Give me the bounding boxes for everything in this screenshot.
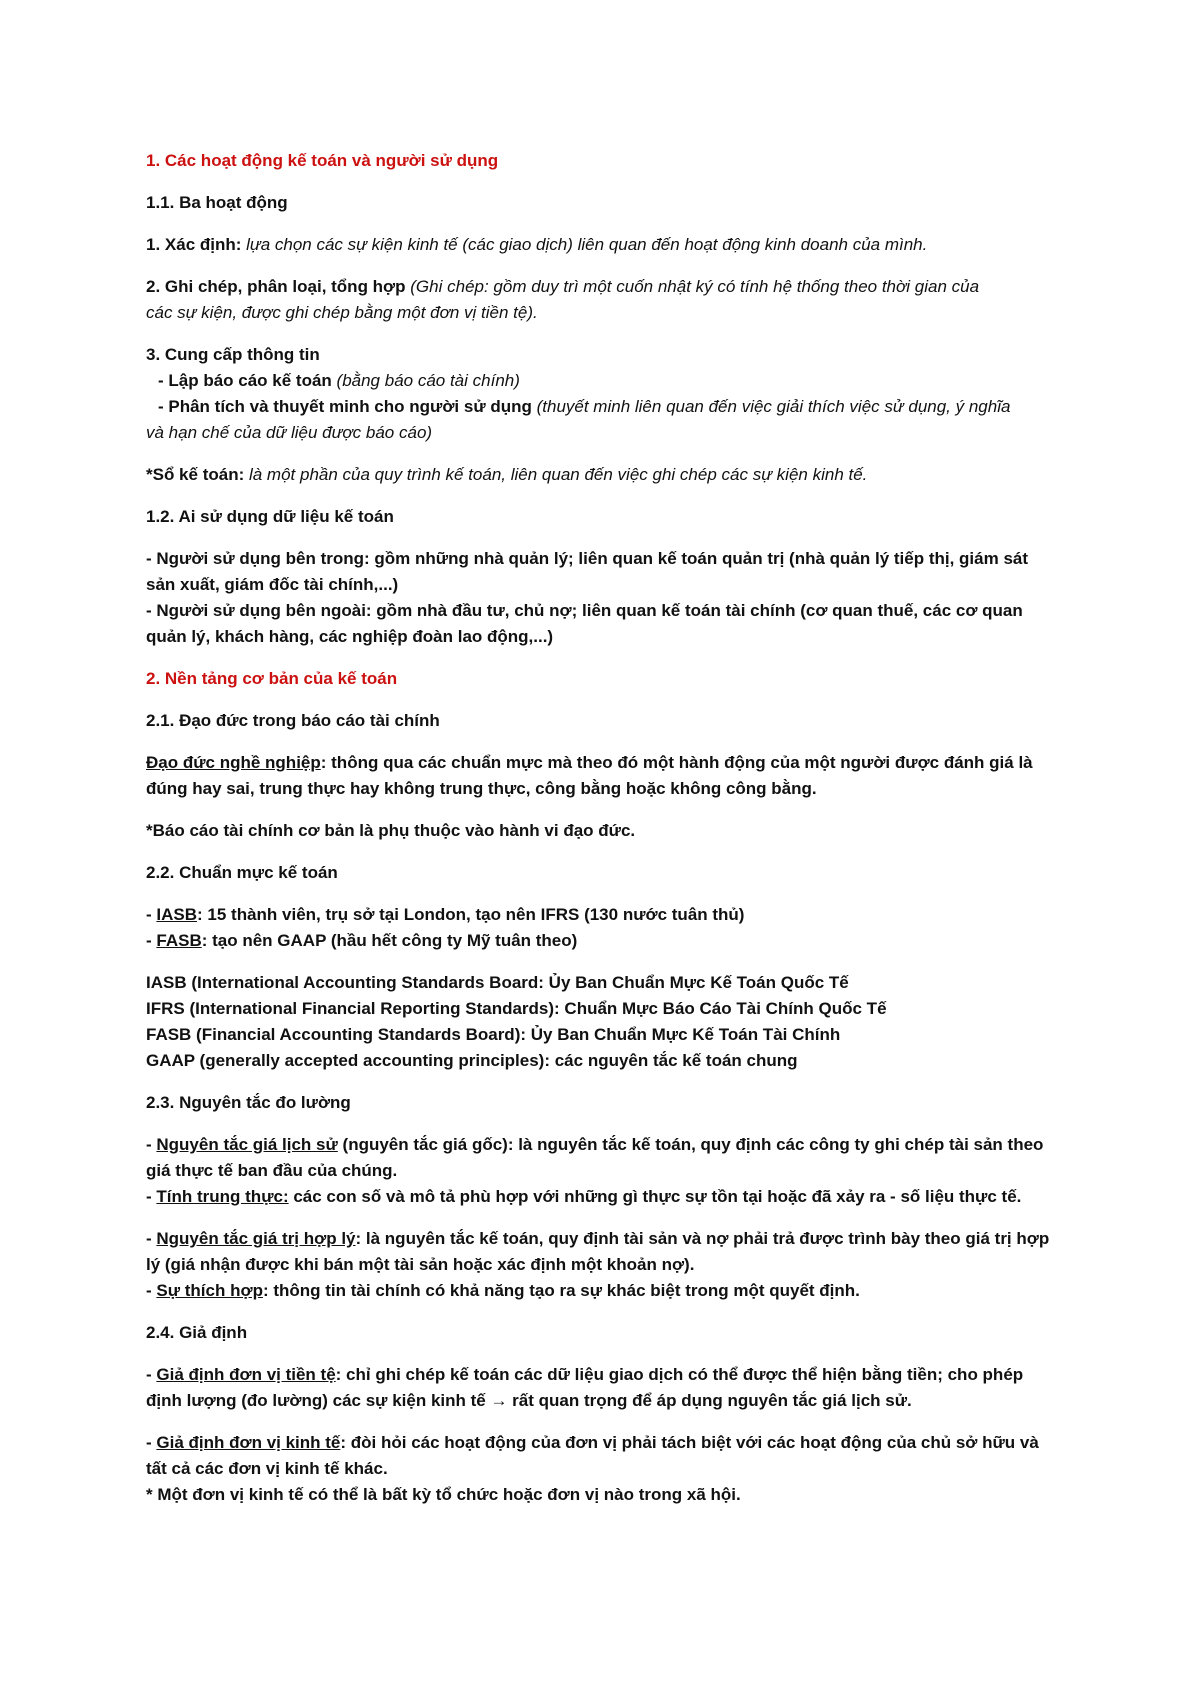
ethics-definition: Đạo đức nghề nghiệp: thông qua các chuẩn mực mà theo đó một hành động của một người được đánh giá là đúng hay sai, trung thực hay không trung thực, công bằng hoặc không công bằng. [146, 753, 1033, 798]
document-body [146, 148, 1066, 1508]
subsection-2-2-heading: 2.2. Chuẩn mực kế toán [146, 863, 338, 882]
economic-entity: - Giả định đơn vị kinh tế: đòi hỏi các hoạt động của đơn vị phải tách biệt với các hoạt động của chủ sở hữu và tất cả các đơn vị kinh tế khác. * Một đơn vị kinh tế có thể là bất kỳ tổ chức hoặc đơn vị nào trong xã hội. [146, 1433, 1039, 1504]
historical-cost: - Nguyên tắc giá lịch sử (nguyên tắc giá gốc): là nguyên tắc kế toán, quy định các công ty ghi chép tài sản theo giá thực tế ban đầu của chúng. - Tính trung thực: các con số và mô tả phù hợp với những gì thực sự tồn tại hoặc đã xảy ra - số liệu thực tế. [146, 1135, 1044, 1206]
ledger-note: *Sổ kế toán: là một phần của quy trình kế toán, liên quan đến việc ghi chép các sự kiện kinh tế. [146, 465, 868, 484]
ethics-note: *Báo cáo tài chính cơ bản là phụ thuộc vào hành vi đạo đức. [146, 821, 636, 840]
section-1-heading: 1. Các hoạt động kế toán và người sử dụng [146, 151, 499, 170]
users-list: - Người sử dụng bên trong: gồm những nhà quản lý; liên quan kế toán quản trị (nhà quản lý tiếp thị, giám sát sản xuất, giám đốc tài chính,...) - Người sử dụng bên ngoài: gồm nhà đầu tư, chủ nợ; liên quan kế toán tài chính (cơ quan thuế, các cơ quan quản lý, khách hàng, các nghiệp đoàn lao động,...) [146, 549, 1029, 646]
activity-3: 3. Cung cấp thông tin - Lập báo cáo kế toán (bằng báo cáo tài chính) - Phân tích và thuyết minh cho người sử dụng (thuyết minh liên quan đến việc giải thích việc sử dụng, ý nghĩa và hạn chế của dữ liệu được báo cáo) [146, 345, 1011, 442]
subsection-1-1-heading: 1.1. Ba hoạt động [146, 193, 288, 212]
activity-1: 1. Xác định: lựa chọn các sự kiện kinh tế (các giao dịch) liên quan đến hoạt động kinh doanh của mình. [146, 235, 928, 254]
monetary-unit: - Giả định đơn vị tiền tệ: chỉ ghi chép kế toán các dữ liệu giao dịch có thể được thể hiện bằng tiền; cho phép định lượng (đo lường) các sự kiện kinh tế → rất quan trọng để áp dụng nguyên tắc giá lịch sử. [146, 1365, 1024, 1410]
fair-value: - Nguyên tắc giá trị hợp lý: là nguyên tắc kế toán, quy định tài sản và nợ phải trả được trình bày theo giá trị hợp lý (giá nhận được khi bán một tài sản hoặc xác định một khoản nợ). - Sự thích hợp: thông tin tài chính có khả năng tạo ra sự khác biệt trong một quyết định. [146, 1229, 1050, 1300]
subsection-2-1-heading: 2.1. Đạo đức trong báo cáo tài chính [146, 711, 440, 730]
standards-bodies: - IASB: 15 thành viên, trụ sở tại London, tạo nên IFRS (130 nước tuân thủ) - FASB: tạo nên GAAP (hầu hết công ty Mỹ tuân theo) [146, 905, 745, 950]
subsection-1-2-heading: 1.2. Ai sử dụng dữ liệu kế toán [146, 507, 394, 526]
section-2-heading: 2. Nền tảng cơ bản của kế toán [146, 669, 398, 688]
abbreviations-list: IASB (International Accounting Standards Board: Ủy Ban Chuẩn Mực Kế Toán Quốc Tế IFRS (International Financial Reporting Standards): Chuẩn Mực Báo Cáo Tài Chính Quốc Tế FASB (Financial Accounting Standards Board): Ủy Ban Chuẩn Mực Kế Toán Tài Chính GAAP (generally accepted accounting principles): các nguyên tắc kế toán chung [146, 973, 887, 1070]
subsection-2-3-heading: 2.3. Nguyên tắc đo lường [146, 1093, 351, 1112]
subsection-2-4-heading: 2.4. Giả định [146, 1323, 248, 1342]
activity-2: 2. Ghi chép, phân loại, tổng hợp (Ghi chép: gồm duy trì một cuốn nhật ký có tính hệ thống theo thời gian của các sự kiện, được ghi chép bằng một đơn vị tiền tệ). [146, 277, 980, 322]
